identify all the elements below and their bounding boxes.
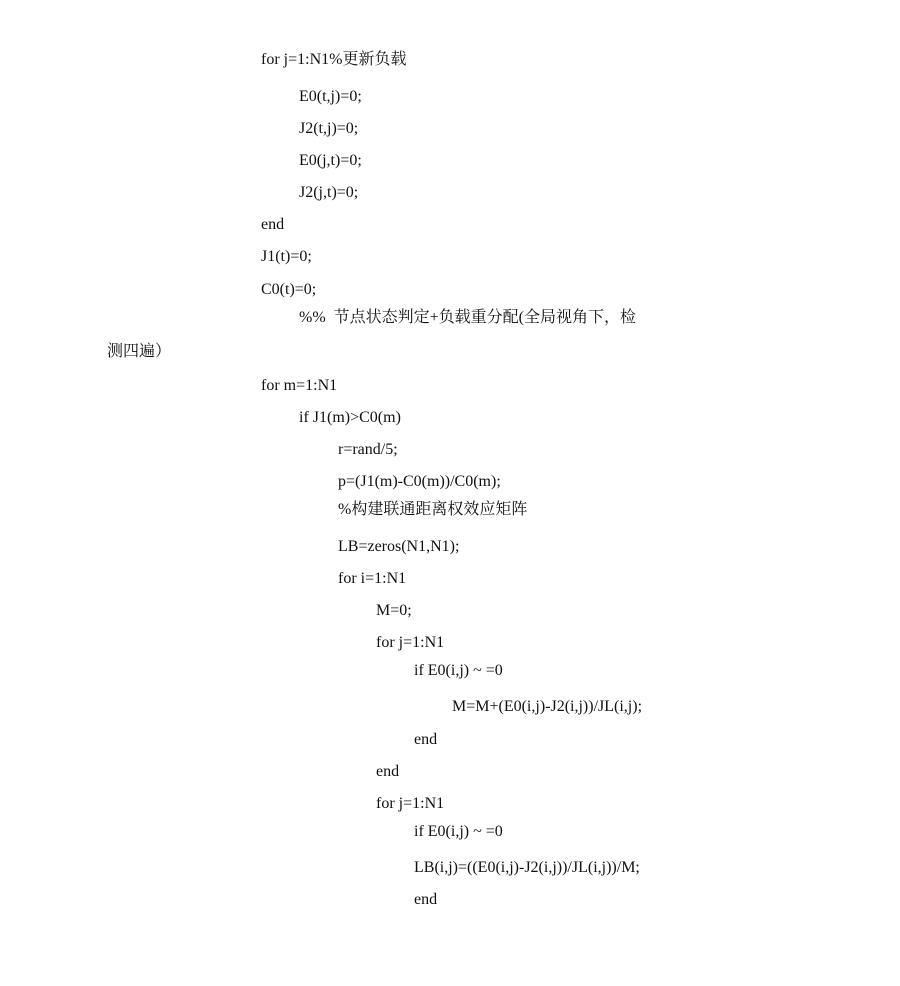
- code-line: J2(j,t)=0;: [299, 184, 359, 201]
- code-line: E0(j,t)=0;: [299, 152, 362, 169]
- code-line: end: [414, 731, 438, 748]
- code-line: if E0(i,j) ~ =0: [414, 662, 503, 679]
- code-line: for i=1:N1: [338, 570, 407, 587]
- code-line: for j=1:N1: [376, 634, 445, 651]
- code-line: end: [261, 216, 285, 233]
- code-line: r=rand/5;: [338, 441, 398, 458]
- comment-line: %构建联通距离权效应矩阵: [338, 501, 528, 518]
- code-line: M=0;: [376, 602, 412, 619]
- code-line: C0(t)=0;: [261, 281, 317, 298]
- code-line: M=M+(E0(i,j)-J2(i,j))/JL(i,j);: [452, 698, 643, 715]
- code-line: end: [376, 763, 400, 780]
- code-line: E0(t,j)=0;: [299, 88, 362, 105]
- code-line: if E0(i,j) ~ =0: [414, 823, 503, 840]
- code-line: for m=1:N1: [261, 377, 338, 394]
- comment-line-wrap: 测四遍）: [107, 343, 172, 360]
- code-line: LB(i,j)=((E0(i,j)-J2(i,j))/JL(i,j))/M;: [414, 859, 640, 876]
- code-line: for j=1:N1%更新负载: [261, 51, 407, 68]
- code-line: LB=zeros(N1,N1);: [338, 538, 460, 555]
- code-line: J1(t)=0;: [261, 248, 312, 265]
- code-line: end: [414, 891, 438, 908]
- code-line: J2(t,j)=0;: [299, 120, 359, 137]
- comment-line: %% 节点状态判定+负载重分配(全局视角下，检: [299, 309, 637, 326]
- code-line: for j=1:N1: [376, 795, 445, 812]
- code-line: if J1(m)>C0(m): [299, 409, 401, 426]
- code-line: p=(J1(m)-C0(m))/C0(m);: [338, 473, 501, 490]
